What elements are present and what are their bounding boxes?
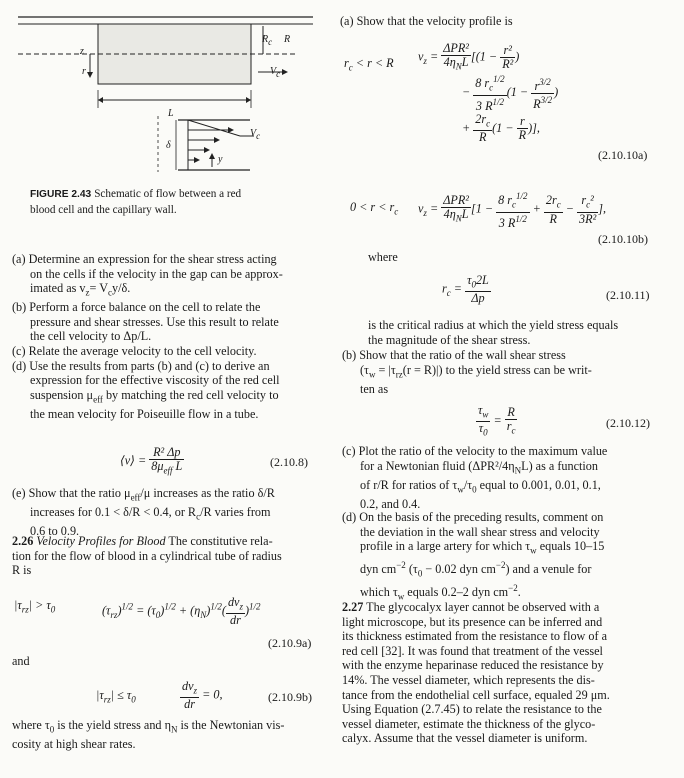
z-axis-label: z	[80, 46, 84, 57]
equation-2-10-12: $\frac{\tau_w}{\tau_0}$ = $\frac{R}{r_c}$	[478, 403, 516, 438]
question-a: (a) Determine an expression for the shear stress acting on the cells if the velocity in the gap can be approx- imated as $v_z= V_cy/\delta$.	[12, 252, 283, 298]
and-text: and	[12, 654, 30, 668]
r-radius-label: R	[284, 34, 291, 45]
question-b: (b) Perform a force balance on the cell to relate the pressure and shear stresses. Use this result to relate the cell velocity to Δp/L.	[12, 300, 279, 344]
left-column	[12, 252, 328, 421]
caption-label: FIGURE 2.43	[30, 189, 92, 200]
figure-caption: FIGURE 2.43 Schematic of flow between a red blood cell and the capillary wall.	[30, 188, 242, 216]
eq-number-2-10-11: (2.10.11)	[606, 288, 650, 302]
question-c-right: (c) Plot the ratio of the velocity to the maximum value for a Newtonian fluid $(\Delta PR^2/4\eta_NL)$ as a function of r/R for ratios of $\tau_w/\tau_0$ equal to 0.001, 0.01, 0.1, 0.2, and 0.4.	[342, 444, 608, 511]
rc-label: $R_c$	[262, 34, 273, 47]
eq-number-2-10-9a: (2.10.9a)	[268, 636, 312, 650]
y-axis-label: y	[218, 154, 223, 165]
problem-2-27: 2.27 The glycocalyx layer cannot be observed with a light microscope, but its presence can be inferred and its thickness estimated from the resistance to flow of a red cell [32]. It was found that treatment of the vessel with the enzyme heparinase reduced the resistance by 14%. The vessel diameter, which represents the dis- tance from the endothelial cell surface, equaled 29 μm. Using Equation (2.7.45) to relate the resistance to the vessel diameter, estimate the thickness of the glyco- calyx. Assume that the vessel diameter is uniform.	[342, 600, 610, 746]
question-a-right: (a) Show that the velocity profile is	[340, 14, 513, 28]
eq-10a-range: $r_c < r < R$	[344, 56, 394, 73]
question-d-right: (d) On the basis of the preceding results, comment on the deviation in the wall shear stress and velocity profile in a large artery for which $\tau_w$ equals 10–15 dyn $cm^{-2}$ ($\tau_0 - 0.02$ dyn $cm^{-2}$) and a venule for which $\tau_w$ equals 0.2–2 dyn $cm^{-2}$.	[342, 510, 605, 602]
eq-2-10-9a-condition: $|\tau_{rz}| > \tau_0$	[14, 598, 56, 615]
eq-number-2-10-8: (2.10.8)	[270, 455, 308, 469]
eq-number-2-10-10b: (2.10.10b)	[598, 232, 648, 246]
question-d: (d) Use the results from parts (b) and (c) to derive an expression for the effective viscosity of the red cell suspension $\mu_{eff}$ by matching the red cell velocity to the mean velocity for Poiseuille flow in a tube.	[12, 358, 280, 421]
equation-2-10-9b: $\frac{dv_z}{dr}$ = 0,	[182, 679, 223, 712]
eq-number-2-10-9b: (2.10.9b)	[268, 690, 312, 704]
vc-label-top: $V_c$	[270, 66, 281, 79]
eq-number-2-10-10a: (2.10.10a)	[598, 148, 648, 162]
eq-10b-range: $0 < r < r_c$	[350, 200, 399, 217]
question-b-right: (b) Show that the ratio of the wall shear stress $(\tau_w = |\tau_{rz}(r = R)|)$ to the yield stress can be writ- ten as	[342, 348, 592, 396]
critical-radius-text: is the critical radius at which the yield stress equals the magnitude of the shear stress.	[368, 318, 619, 347]
eq-2-10-9b-condition: $|\tau_{rz}| \le \tau_0$	[96, 688, 136, 705]
delta-label: δ	[166, 140, 171, 151]
equation-2-10-10a: $v_z$ = $\frac{\text{ΔPR²}}{4\eta_NL}$ [(1 − $\frac{\text{r²}}{\text{R²}}$ ) − $\frac{8 r_c^{1/2}}{3 R^{1/2}}$ (1 − $\frac{r^{3/2}}{R^{3/2}}$ ) + $\frac{2r_c}{R}$ (1 − $\frac{r}{R}$ )],	[418, 41, 559, 145]
caption-text: Schematic of flow between a red	[94, 188, 242, 200]
where-definition: where $\tau_0$ is the yield stress and $\eta_N$ is the Newtonian vis- cosity at high shear rates.	[12, 718, 285, 752]
equation-2-10-8: ⟨v⟩ = $\frac{\text{R² Δp}}{8\mu_{eff} L}$	[120, 445, 183, 476]
flow-schematic-figure	[18, 12, 318, 182]
question-c: (c) Relate the average velocity to the cell velocity.	[12, 344, 257, 358]
question-e: (e) Show that the ratio $\mu_{eff}/\mu$ increases as the ratio δ/R increases for 0.1 < δ/R < 0.4, or $R_c/R$ varies from 0.6 to 0.9.	[12, 486, 275, 539]
eq-number-2-10-12: (2.10.12)	[606, 416, 650, 430]
equation-2-10-10b: $v_z$ = $\frac{\text{ΔPR²}}{4\eta_NL}$ [1 − $\frac{8 r_c^{1/2}}{3 R^{1/2}}$ + $\frac{2r_c}{R}$ − $\frac{r_c^2}{\text{3R²}}$ ],	[418, 191, 607, 230]
where-label: where	[368, 250, 398, 264]
length-label: L	[168, 108, 174, 119]
r-axis-label: r	[82, 66, 86, 77]
vc-label-bottom: $V_c$	[250, 128, 261, 141]
equation-2-10-11: $r_c$ = $\frac{\tau_02L}{\Delta p}$	[442, 273, 489, 306]
equation-2-10-9a: $(\tau_{rz})^{1/2} = (\tau_0)^{1/2} + (\eta_N)^{1/2}$( $\frac{dv_z}{dr}$ )$^{1/2}$	[102, 595, 261, 628]
problem-2-26: 2.26 Velocity Profiles for Blood The constitutive rela- tion for the flow of blood in a cylindrical tube of radius R is	[12, 534, 282, 578]
